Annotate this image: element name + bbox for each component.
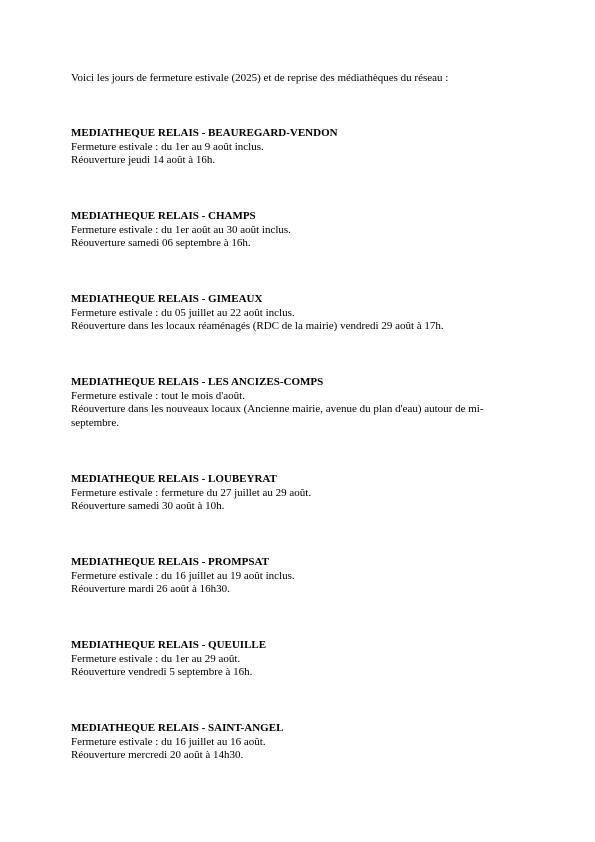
library-heading: MEDIATHEQUE RELAIS - BEAUREGARD-VENDON: [71, 127, 338, 139]
library-heading: MEDIATHEQUE RELAIS - GIMEAUX: [71, 293, 263, 305]
reopening-text: Réouverture mardi 26 août à 16h30.: [71, 583, 230, 595]
library-section-les-ancizes-comps: [71, 376, 531, 473]
library-heading: MEDIATHEQUE RELAIS - QUEUILLE: [71, 639, 267, 651]
library-heading: MEDIATHEQUE RELAIS - PROMPSAT: [71, 556, 269, 568]
library-section-loubeyrat: [71, 473, 531, 556]
reopening-text: Réouverture mercredi 20 août à 14h30.: [71, 749, 244, 761]
reopening-text: Réouverture samedi 30 août à 10h.: [71, 500, 225, 512]
closure-text: Fermeture estivale : du 05 juillet au 22 août inclus.: [71, 306, 295, 319]
library-list: [71, 127, 531, 805]
reopening-text: Réouverture dans les locaux réaménagés (RDC de la mairie) vendredi 29 août à 17h.: [71, 320, 444, 332]
library-section-champs: [71, 210, 531, 293]
library-section-gimeaux: [71, 293, 531, 376]
reopening-text: Réouverture dans les nouveaux locaux (Ancienne mairie, avenue du plan d'eau) autour de mi-septembre.: [71, 403, 484, 429]
library-section-beauregard-vendon: [71, 127, 531, 210]
intro-text: Voici les jours de fermeture estivale (2025) et de reprise des médiathèques du réseau :: [71, 72, 449, 84]
library-section-queuille: [71, 639, 531, 722]
library-heading: MEDIATHEQUE RELAIS - CHAMPS: [71, 210, 256, 222]
closure-text: Fermeture estivale : fermeture du 27 juillet au 29 août.: [71, 486, 312, 499]
reopening-text: Réouverture vendredi 5 septembre à 16h.: [71, 666, 253, 678]
closure-text: Fermeture estivale : du 16 juillet au 16 août.: [71, 735, 266, 748]
reopening-text: Réouverture jeudi 14 août à 16h.: [71, 154, 216, 166]
closure-text: Fermeture estivale : tout le mois d'août.: [71, 389, 245, 402]
closure-text: Fermeture estivale : du 1er août au 30 août inclus.: [71, 223, 291, 236]
closure-text: Fermeture estivale : du 1er au 29 août.: [71, 652, 241, 665]
closure-text: Fermeture estivale : du 16 juillet au 19 août inclus.: [71, 569, 295, 582]
library-section-saint-angel: [71, 722, 531, 805]
library-heading: MEDIATHEQUE RELAIS - LOUBEYRAT: [71, 473, 277, 485]
library-section-prompsat: [71, 556, 531, 639]
library-heading: MEDIATHEQUE RELAIS - SAINT-ANGEL: [71, 722, 284, 734]
closure-text: Fermeture estivale : du 1er au 9 août inclus.: [71, 140, 264, 153]
library-heading: MEDIATHEQUE RELAIS - LES ANCIZES-COMPS: [71, 376, 324, 388]
reopening-text: Réouverture samedi 06 septembre à 16h.: [71, 237, 251, 249]
